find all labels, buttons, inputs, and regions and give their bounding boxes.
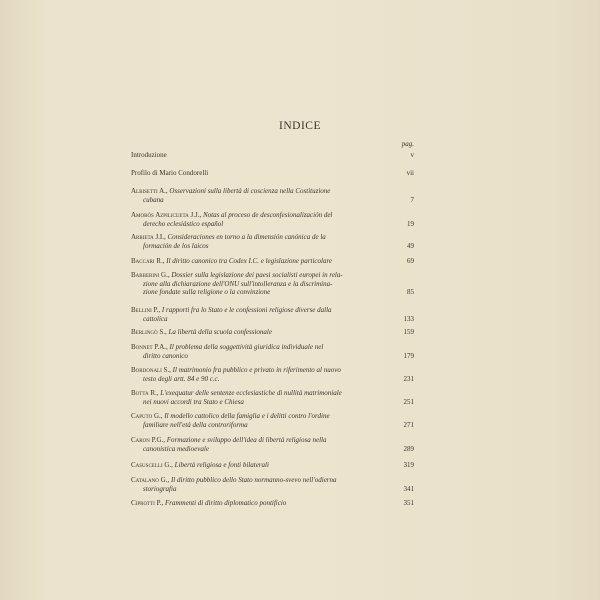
entry-title: Consideraciones en torno a la dimensión canónica de la bbox=[167, 233, 326, 241]
entry-title-cont: canonistica medioevale bbox=[143, 444, 209, 453]
entry-title-cont: testo degli artt. 84 e 90 c.c. bbox=[143, 374, 220, 383]
entry-author: Ciprotti P., bbox=[131, 499, 164, 507]
entry-page: 231 bbox=[403, 374, 414, 383]
entry-page: 179 bbox=[403, 351, 414, 360]
entry-title: L'exequatur delle sentenze ecclesiastiche di nullità matrimoniale bbox=[160, 389, 342, 397]
entry-page: 351 bbox=[403, 499, 414, 507]
entry-title-cont: derecho eclesiástico español bbox=[143, 219, 224, 228]
entry-page: 19 bbox=[407, 219, 414, 228]
toc-entry-botta bbox=[131, 389, 414, 406]
entry-author: Casuscelli G., bbox=[131, 461, 173, 469]
entry-title: Il problema della soggettività giuridica individuale nel bbox=[169, 343, 324, 351]
entry-title: Il diritto pubblico dello Stato normanno-svevo nell'odierna bbox=[170, 476, 337, 484]
entry-page: 49 bbox=[407, 241, 414, 250]
entry-title: La libertà della scuola confessionale bbox=[168, 328, 272, 336]
page-title: INDICE bbox=[279, 120, 321, 132]
entry-title-cont: cattolica bbox=[143, 314, 168, 323]
entry-page: vii bbox=[406, 169, 414, 177]
entry-author: Caputo G., bbox=[131, 412, 163, 420]
entry-text: Introduzione bbox=[131, 151, 167, 159]
toc-entry-berlingo bbox=[131, 328, 414, 337]
entry-title-cont: familiare nell'età della controriforma bbox=[143, 420, 248, 429]
entry-author: Barberini G., bbox=[131, 271, 170, 279]
entry-title: Osservazioni sulla libertà di coscienza nella Costituzione bbox=[169, 187, 331, 195]
toc-entry-amoros bbox=[131, 211, 414, 228]
entry-author: Arrieta J.I., bbox=[131, 233, 166, 241]
toc-entry-ciprotti bbox=[131, 499, 414, 508]
entry-title: Il modello cattolico della famiglia e i delitti contro l'ordine bbox=[164, 412, 330, 420]
entry-page: 319 bbox=[403, 461, 414, 469]
toc-entry-arrieta bbox=[131, 233, 414, 250]
entry-title: Libertà religiosa e fonti bilaterali bbox=[174, 461, 269, 469]
toc-entry-barberini bbox=[131, 271, 414, 297]
entry-author: Bordonali S., bbox=[131, 366, 171, 374]
entry-page: 69 bbox=[407, 257, 414, 265]
entry-page: 341 bbox=[403, 484, 414, 493]
entry-author: Caron P.G., bbox=[131, 436, 166, 444]
entry-author: Amorós Azpilicueta J.J., bbox=[131, 211, 202, 219]
entry-author: Botta R., bbox=[131, 389, 159, 397]
toc-entry-bellini bbox=[131, 306, 414, 323]
entry-page: 133 bbox=[403, 314, 414, 323]
entry-title: Il diritto canonico tra Codex I.C. e legislazione particolare bbox=[166, 257, 333, 265]
page-column-label: pag. bbox=[401, 140, 414, 148]
entry-title-cont: zione alla dichiarazione dell'ONU sull'intolleranza e la discrimina- bbox=[143, 279, 333, 288]
entry-page: 85 bbox=[407, 288, 414, 296]
entry-author: Catalano G., bbox=[131, 476, 170, 484]
entry-text: Profilo di Mario Condorelli bbox=[131, 169, 209, 177]
toc-entry-catalano bbox=[131, 476, 414, 493]
toc-entry-caron bbox=[131, 436, 414, 453]
entry-title: Formazione e sviluppo dell'idea di libertà religiosa nella bbox=[166, 436, 327, 444]
toc-entry-caputo bbox=[131, 412, 414, 429]
toc-entry-baccari bbox=[131, 257, 414, 266]
entry-author: Bonnet P.A., bbox=[131, 343, 168, 351]
toc-entry-bonnet bbox=[131, 343, 414, 360]
toc-entry-introduzione bbox=[131, 151, 414, 160]
toc-entry-albisetti bbox=[131, 187, 414, 204]
entry-title-cont: diritto canonico bbox=[143, 351, 188, 360]
entry-page: 159 bbox=[403, 328, 414, 336]
entry-title-cont: zione fondate sulla religione o la convinzione bbox=[143, 288, 271, 296]
entry-page: v bbox=[410, 151, 414, 159]
entry-title-cont: formación de los laicos bbox=[143, 241, 209, 250]
entry-page: 289 bbox=[403, 444, 414, 453]
entry-page: 251 bbox=[403, 397, 414, 406]
entry-title-cont: nei nuovi accordi tra Stato e Chiesa bbox=[143, 397, 244, 406]
entry-title-cont: cubana bbox=[143, 195, 164, 204]
entry-author: Bellini P., bbox=[131, 306, 161, 314]
toc-entry-bordonali bbox=[131, 366, 414, 383]
entry-page: 7 bbox=[410, 195, 414, 204]
entry-title: I rapporti fra lo Stato e le confessioni religiose diverse dalla bbox=[161, 306, 332, 314]
toc-entry-casuscelli bbox=[131, 461, 414, 470]
entry-title: Dossier sulla legislazione dei paesi socialisti europei in rela- bbox=[171, 271, 343, 279]
entry-title-cont: storiografia bbox=[143, 484, 177, 493]
entry-title: Il matrimonio fra pubblico e privato in riferimento al nuovo bbox=[172, 366, 341, 374]
entry-title: Frammenti di diritto diplomatico pontificio bbox=[164, 499, 287, 507]
entry-page: 271 bbox=[403, 420, 414, 429]
entry-author: Baccari R., bbox=[131, 257, 165, 265]
entry-title: Notas al proceso de desconfesionalización del bbox=[202, 211, 333, 219]
toc-entry-profilo bbox=[131, 169, 414, 178]
entry-author: Albisetti A., bbox=[131, 187, 168, 195]
entry-author: Berlingò S., bbox=[131, 328, 167, 336]
